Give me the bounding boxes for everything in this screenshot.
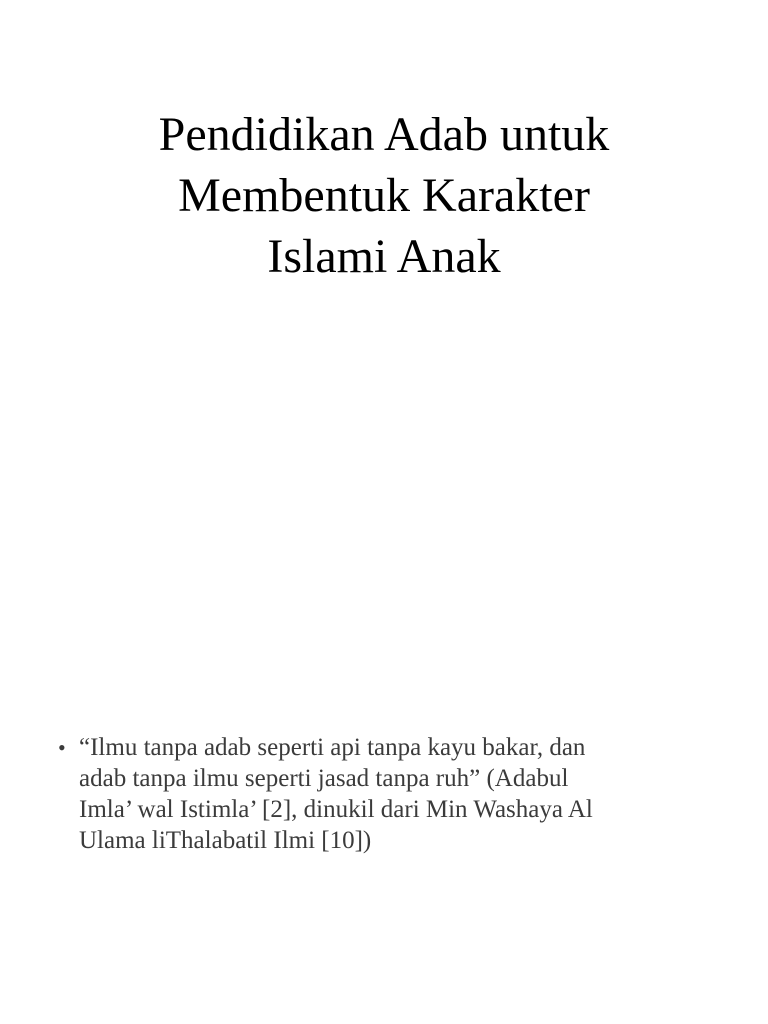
- bullet-text-line: Ulama liThalabatil Ilmi [10]): [79, 827, 372, 854]
- bullet-text-line: “Ilmu tanpa adab seperti api tanpa kayu bakar, dan: [79, 734, 586, 761]
- bullet-quote-text: [79, 732, 738, 856]
- slide-title-line: Islami Anak: [267, 230, 501, 283]
- bullet-text-line: adab tanpa ilmu seperti jasad tanpa ruh” (Adabul: [79, 765, 569, 792]
- slide-title-line: Membentuk Karakter: [178, 169, 590, 222]
- slide-title: [60, 104, 708, 287]
- bullet-text-line: Imla’ wal Istimla’ [2], dinukil dari Min Washaya Al: [79, 796, 593, 823]
- slide-bullet-list: [58, 732, 738, 856]
- bullet-marker: •: [58, 735, 66, 760]
- slide-title-line: Pendidikan Adab untuk: [158, 108, 610, 161]
- bullet-item: [58, 732, 738, 856]
